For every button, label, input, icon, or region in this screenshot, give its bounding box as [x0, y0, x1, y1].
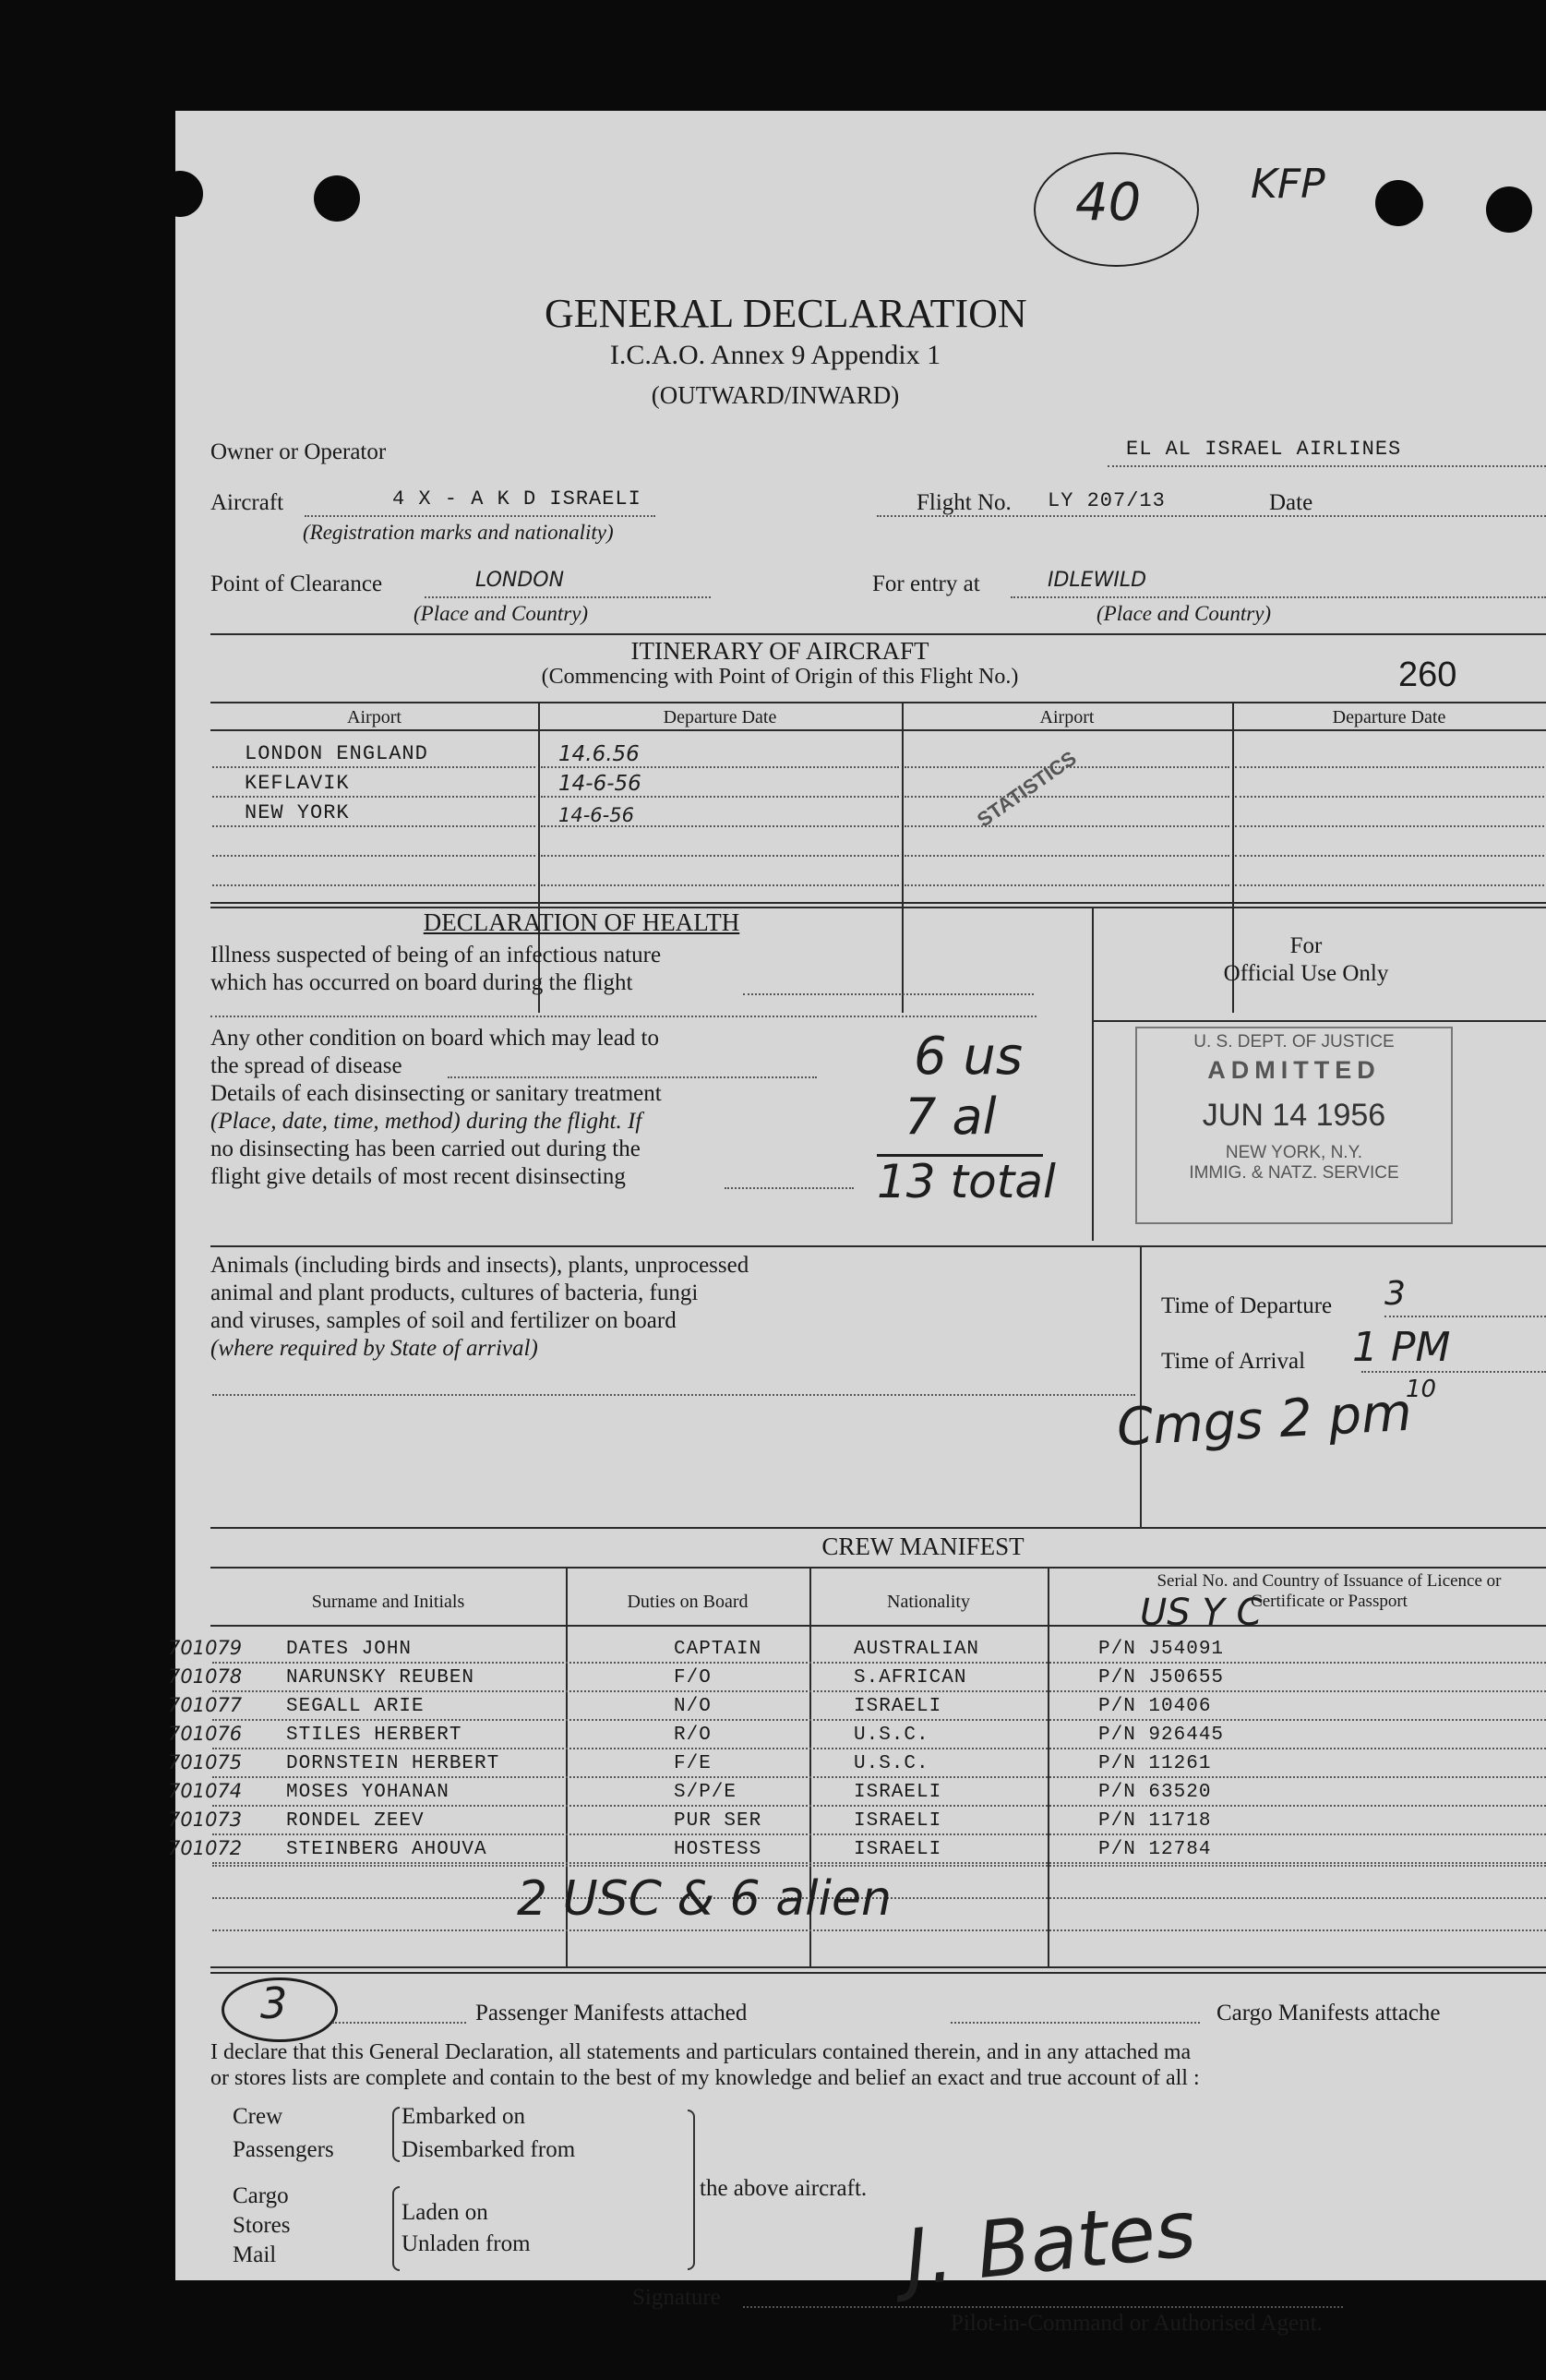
- crew-serial: P/N 11261: [1098, 1753, 1212, 1774]
- aircraft-registration-value: 4 X - A K D ISRAELI: [392, 487, 641, 511]
- dotted-line: [1108, 465, 1546, 467]
- passengers-label: Passengers: [233, 2137, 334, 2162]
- itinerary-title: ITINERARY OF AIRCRAFT: [630, 637, 929, 665]
- rule: [1094, 1020, 1546, 1022]
- crew-name: STEINBERG AHOUVA: [286, 1839, 487, 1860]
- pilot-signature: J. Bates: [900, 2182, 1200, 2304]
- aircraft-caption: (Registration marks and nationality): [303, 521, 614, 544]
- crew-duty: PUR SER: [674, 1810, 762, 1832]
- crew-record-number: 701076: [168, 1723, 243, 1745]
- crew-row-line: [212, 1929, 1546, 1931]
- crew-duty: HOSTESS: [674, 1839, 762, 1860]
- crew-duty: S/P/E: [674, 1782, 737, 1803]
- rule: [210, 1245, 1546, 1247]
- dotted-line: [1235, 884, 1544, 886]
- animals-line1: Animals (including birds and insects), plants, unprocessed: [210, 1253, 749, 1278]
- crew-serial: P/N 11718: [1098, 1810, 1212, 1832]
- crew-serial: P/N 10406: [1098, 1696, 1212, 1717]
- crew-row-line: [212, 1662, 1546, 1664]
- crew-manifest-title: CREW MANIFEST: [821, 1533, 1025, 1560]
- bracket: [392, 2107, 400, 2162]
- punch-hole: [1486, 186, 1532, 233]
- itinerary-date: 14-6-56: [558, 804, 634, 826]
- handwritten-arrival-time: 1 PM: [1352, 1324, 1451, 1371]
- crew-name: DORNSTEIN HERBERT: [286, 1753, 500, 1774]
- health-treatment-line1: Details of each disinsecting or sanitary treatment: [210, 1081, 662, 1106]
- dotted-line: [448, 1076, 817, 1078]
- crew-row-line: [212, 1690, 1546, 1692]
- dotted-line: [212, 884, 535, 886]
- crew-serial: P/N 12784: [1098, 1839, 1212, 1860]
- dotted-line: [951, 2022, 1200, 2024]
- point-of-clearance-label: Point of Clearance: [210, 571, 383, 596]
- crew-serial: P/N J54091: [1098, 1639, 1225, 1660]
- col-header-airport-2: Airport: [1039, 707, 1095, 727]
- crew-record-number: 701074: [168, 1780, 243, 1802]
- owner-operator-value: EL AL ISRAEL AIRLINES: [1126, 438, 1402, 461]
- handwritten-health-note-2: 7 al: [905, 1088, 997, 1146]
- dotted-line: [1235, 796, 1544, 798]
- time-of-departure-label: Time of Departure: [1161, 1293, 1333, 1318]
- crew-nationality: ISRAELI: [854, 1810, 942, 1832]
- dotted-line: [212, 1394, 1135, 1396]
- owner-operator-label: Owner or Operator: [210, 439, 387, 464]
- crew-nationality: U.S.C.: [854, 1753, 929, 1774]
- health-treatment-line3: no disinsecting has been carried out during the: [210, 1136, 641, 1161]
- crew-record-number: 701073: [168, 1809, 243, 1831]
- crew-row-line: [212, 1833, 1546, 1835]
- crew-row-line: [212, 1748, 1546, 1749]
- crew-nationality: ISRAELI: [854, 1696, 942, 1717]
- crew-duty: F/E: [674, 1753, 712, 1774]
- rule: [210, 902, 1546, 904]
- dotted-line: [905, 884, 1229, 886]
- punch-hole: [314, 175, 360, 222]
- health-title: DECLARATION OF HEALTH: [423, 908, 740, 936]
- col-header-duties: Duties on Board: [627, 1592, 749, 1612]
- crew-name: MOSES YOHANAN: [286, 1782, 449, 1803]
- itinerary-airport: KEFLAVIK: [245, 772, 350, 795]
- handwritten-crew-summary: 2 USC & 6 alien: [517, 1871, 892, 1927]
- rule: [210, 1527, 1546, 1529]
- crew-record-number: 701079: [168, 1637, 243, 1659]
- crew-duty: R/O: [674, 1725, 712, 1746]
- handwritten-scribble: Cmgs 2 pm: [1115, 1382, 1414, 1459]
- dotted-line: [905, 796, 1229, 798]
- official-use-label-2: Official Use Only: [1223, 961, 1389, 986]
- col-header-departure-date: Departure Date: [663, 707, 777, 727]
- crew-nationality: U.S.C.: [854, 1725, 929, 1746]
- crew-record-number: 701078: [168, 1665, 243, 1688]
- clearance-caption: (Place and Country): [413, 602, 589, 625]
- animals-line4: (where required by State of arrival): [210, 1336, 538, 1361]
- handwritten-arrival-note: 10: [1406, 1376, 1437, 1403]
- dotted-line: [905, 825, 1229, 827]
- cargo-label: Cargo: [233, 2183, 289, 2208]
- laden-label: Laden on: [401, 2200, 488, 2225]
- dotted-line: [905, 855, 1229, 857]
- mail-label: Mail: [233, 2242, 277, 2267]
- date-label: Date: [1269, 490, 1313, 515]
- crew-name: NARUNSKY REUBEN: [286, 1667, 475, 1689]
- bracket: [392, 2186, 400, 2271]
- general-declaration-document: [168, 111, 1546, 2336]
- crew-name: RONDEL ZEEV: [286, 1810, 425, 1832]
- dotted-line: [1011, 596, 1546, 598]
- handwritten-health-note-3: 13 total: [877, 1155, 1056, 1208]
- passenger-manifests-label: Passenger Manifests attached: [475, 2001, 748, 2025]
- crew-serial: P/N 63520: [1098, 1782, 1212, 1803]
- crew-row-line: [212, 1862, 1546, 1864]
- punch-hole: [157, 171, 203, 217]
- itinerary-subtitle: (Commencing with Point of Origin of this Flight No.): [541, 665, 1019, 689]
- immigration-admitted-stamp: [1135, 1027, 1453, 1224]
- disembarked-label: Disembarked from: [401, 2137, 576, 2162]
- health-treatment-line4: flight give details of most recent disinsecting: [210, 1164, 626, 1189]
- dotted-line: [305, 515, 655, 517]
- official-use-label-1: For: [1289, 933, 1323, 958]
- handwritten-crew-note: US Y C: [1140, 1592, 1263, 1634]
- handwritten-initials: KFP: [1251, 161, 1325, 208]
- handwritten-health-note-1: 6 us: [914, 1027, 1024, 1087]
- crew-row-line: [212, 1719, 1546, 1721]
- health-condition-line2: the spread of disease: [210, 1053, 402, 1078]
- health-treatment-line2: (Place, date, time, method) during the flight. If: [210, 1109, 642, 1134]
- col-header-serial: Serial No. and Country of Issuance of Licence or Certificate or Passport: [1157, 1571, 1502, 1611]
- cargo-manifests-label: Cargo Manifests attache: [1216, 2001, 1441, 2025]
- col-header-nationality: Nationality: [887, 1592, 970, 1612]
- crew-nationality: S.AFRICAN: [854, 1667, 967, 1689]
- crew-record-number: 701072: [168, 1837, 243, 1859]
- stamp-line-date: JUN 14 1956: [1202, 1098, 1386, 1133]
- itinerary-airport: NEW YORK: [245, 801, 350, 824]
- point-of-clearance-value: LONDON: [475, 569, 565, 592]
- page-title: GENERAL DECLARATION: [545, 291, 1027, 336]
- col-header-surname: Surname and Initials: [311, 1592, 465, 1612]
- stores-label: Stores: [233, 2213, 291, 2238]
- health-illness-line2: which has occurred on board during the flight: [210, 970, 633, 995]
- crew-duty: CAPTAIN: [674, 1639, 762, 1660]
- dotted-line: [1235, 825, 1544, 827]
- dotted-line: [1235, 766, 1544, 768]
- rule: [210, 1625, 1546, 1627]
- crew-duty: N/O: [674, 1696, 712, 1717]
- crew-record-number: 701075: [168, 1751, 243, 1773]
- crew-row-line: [212, 1805, 1546, 1807]
- embarked-label: Embarked on: [401, 2104, 525, 2129]
- dotted-line: [1384, 1316, 1546, 1317]
- rule: [210, 1567, 1546, 1569]
- dotted-line: [210, 1016, 1037, 1017]
- passenger-manifest-count: 3: [260, 1978, 288, 2028]
- direction-label: (OUTWARD/INWARD): [651, 381, 900, 409]
- crew-name: DATES JOHN: [286, 1639, 413, 1660]
- crew-name: STILES HERBERT: [286, 1725, 462, 1746]
- punch-hole: [1384, 185, 1423, 223]
- flight-no-value: LY 207/13: [1048, 489, 1166, 512]
- entry-caption: (Place and Country): [1097, 602, 1272, 625]
- rule: [210, 633, 1546, 635]
- column-divider: [902, 702, 904, 1013]
- flight-no-label: Flight No.: [917, 490, 1012, 515]
- unladen-label: Unladen from: [401, 2231, 531, 2256]
- crew-name: SEGALL ARIE: [286, 1696, 425, 1717]
- dotted-line: [541, 884, 899, 886]
- aircraft-label: Aircraft: [210, 490, 284, 515]
- column-divider: [1140, 1245, 1142, 1527]
- col-header-airport: Airport: [347, 707, 401, 727]
- rule: [210, 1972, 1546, 1974]
- crew-nationality: ISRAELI: [854, 1782, 942, 1803]
- dotted-line: [725, 1187, 854, 1189]
- crew-label: Crew: [233, 2104, 283, 2129]
- health-illness-line1: Illness suspected of being of an infectious nature: [210, 943, 662, 968]
- dotted-line: [1235, 855, 1544, 857]
- handwritten-number: 40: [1075, 173, 1142, 233]
- handwritten-departure-time: 3: [1384, 1275, 1406, 1313]
- dotted-line: [212, 855, 535, 857]
- bracket: [688, 2110, 695, 2270]
- statistics-stamp: STATISTICS: [972, 746, 1081, 832]
- itinerary-airport: LONDON ENGLAND: [245, 742, 428, 765]
- stamp-line-dept: U. S. DEPT. OF JUSTICE: [1193, 1032, 1395, 1052]
- time-of-arrival-label: Time of Arrival: [1161, 1349, 1306, 1374]
- page-subtitle: I.C.A.O. Annex 9 Appendix 1: [609, 340, 941, 370]
- crew-nationality: AUSTRALIAN: [854, 1639, 980, 1660]
- dotted-line: [743, 2306, 1343, 2308]
- dotted-line: [743, 993, 1034, 995]
- pilot-in-command-label: Pilot-in-Command or Authorised Agent.: [951, 2311, 1323, 2336]
- dotted-line: [1361, 1371, 1546, 1373]
- crew-record-number: 701077: [168, 1694, 243, 1716]
- health-condition-line1: Any other condition on board which may lead to: [210, 1026, 659, 1051]
- col-header-departure-date-2: Departure Date: [1332, 707, 1446, 727]
- crew-duty: F/O: [674, 1667, 712, 1689]
- rule: [210, 1966, 1546, 1968]
- animals-line2: animal and plant products, cultures of bacteria, fungi: [210, 1280, 699, 1305]
- stamp-line-service: IMMIG. & NATZ. SERVICE: [1189, 1163, 1399, 1183]
- column-divider: [1048, 1567, 1049, 1966]
- itinerary-date: 14.6.56: [558, 742, 640, 766]
- dotted-line: [541, 855, 899, 857]
- dotted-line: [332, 2022, 466, 2024]
- crew-serial: P/N 926445: [1098, 1725, 1225, 1746]
- crew-row-line: [212, 1865, 1546, 1867]
- declaration-line2: or stores lists are complete and contain to the best of my knowledge and belief an exact and true account of all :: [210, 2066, 1200, 2090]
- entry-at-label: For entry at: [872, 571, 980, 596]
- crew-serial: P/N J50655: [1098, 1667, 1225, 1689]
- stamp-line-admitted: ADMITTED: [1207, 1056, 1381, 1084]
- animals-line3: and viruses, samples of soil and fertilizer on board: [210, 1308, 677, 1333]
- itinerary-number: 260: [1398, 655, 1457, 694]
- crew-nationality: ISRAELI: [854, 1839, 942, 1860]
- entry-at-value: IDLEWILD: [1048, 569, 1147, 592]
- signature-label: Signature: [632, 2285, 721, 2310]
- declaration-line1: I declare that this General Declaration, all statements and particulars contained therein, and in any attached ma: [210, 2040, 1192, 2064]
- above-aircraft-label: the above aircraft.: [700, 2176, 868, 2201]
- crew-row-line: [212, 1776, 1546, 1778]
- itinerary-date: 14-6-56: [558, 772, 641, 796]
- dotted-line: [425, 596, 711, 598]
- stamp-line-city: NEW YORK, N.Y.: [1225, 1143, 1363, 1162]
